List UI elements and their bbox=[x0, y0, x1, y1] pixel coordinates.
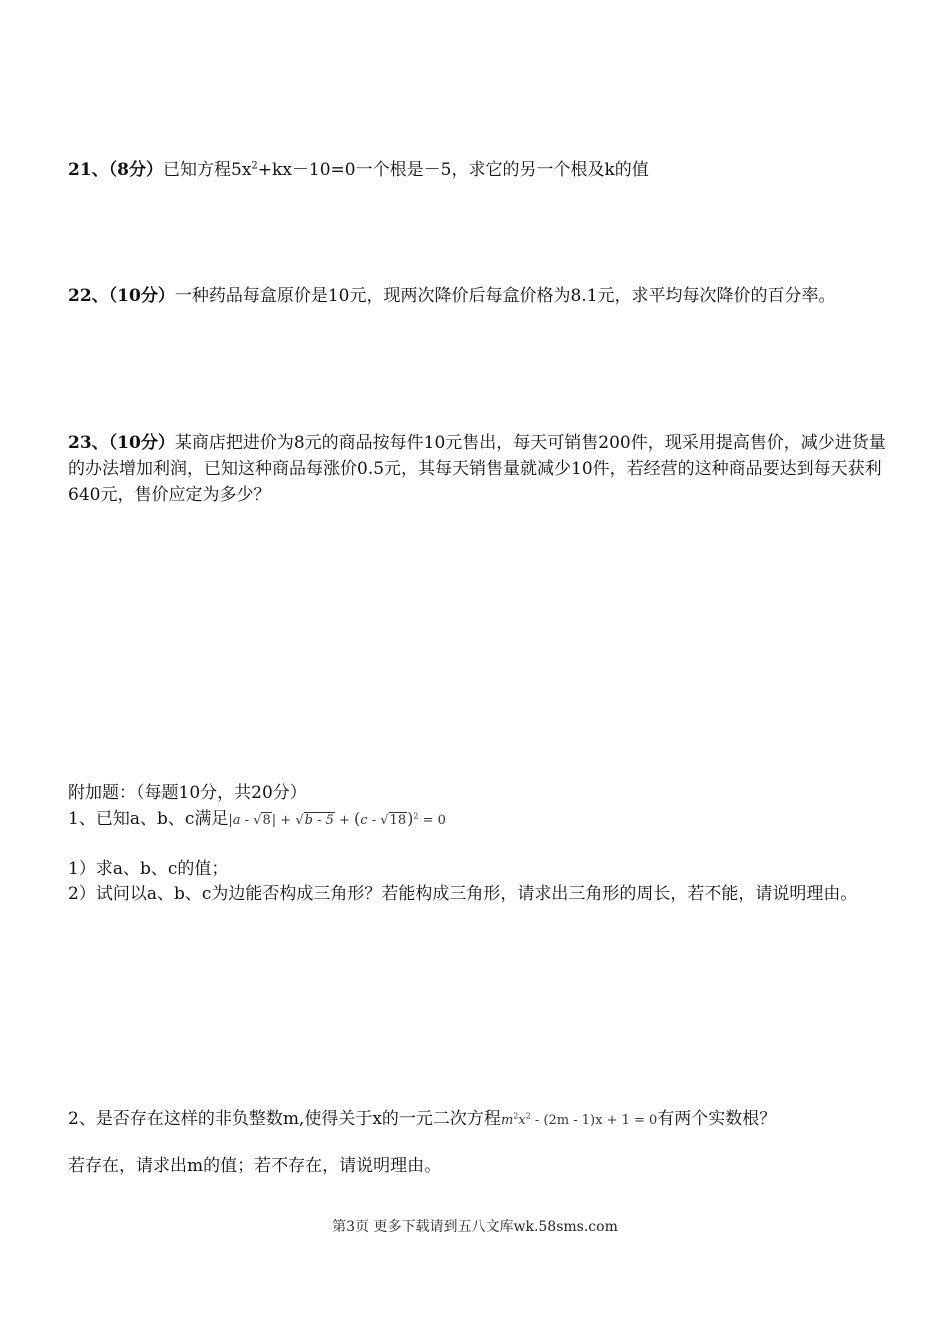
math-symbol: | bbox=[271, 813, 277, 828]
quadratic-equation bbox=[501, 1113, 657, 1128]
equation-part: +kx－10=0 bbox=[257, 160, 356, 180]
math-symbol: a bbox=[232, 813, 241, 828]
math-symbol: b - 5 bbox=[304, 813, 334, 828]
page-footer: 第3页 更多下载请到五八文库wk.58sms.com bbox=[332, 1219, 618, 1235]
math-symbol: - (2m - 1)x + 1 = 0 bbox=[530, 1113, 658, 1128]
equation-exponent: 2 bbox=[251, 160, 258, 172]
math-symbol: c bbox=[360, 813, 368, 828]
math-symbol: 2 bbox=[525, 1111, 531, 1121]
math-symbol: - bbox=[367, 813, 381, 828]
math-symbol: + bbox=[276, 813, 296, 828]
abs-sqrt-equation: |a - √8| + √b - 5 + (c - √18)$^2$ = 0 bbox=[228, 809, 446, 828]
bonus-problem-1 bbox=[68, 806, 446, 834]
bonus-problem-2 bbox=[68, 1106, 776, 1134]
question-text: 一个根是－5，求它的另一个根及k的值 bbox=[355, 160, 649, 180]
question-text: 一种药品每盒原价是10元，现两次降价后每盒价格为8.1元，求平均每次降价的百分率。 bbox=[174, 286, 836, 306]
math-symbol: 2 bbox=[413, 811, 419, 821]
math-symbol: + bbox=[334, 813, 355, 828]
math-symbol: m bbox=[500, 1113, 514, 1128]
math-symbol: = 0 bbox=[418, 813, 446, 828]
math-symbol: 18 bbox=[389, 813, 407, 828]
question-number: 23、 bbox=[68, 433, 109, 453]
question-text: 已知方程 bbox=[163, 160, 232, 180]
math-symbol: 8 bbox=[262, 813, 271, 828]
question-21 bbox=[68, 157, 649, 183]
math-symbol: ( bbox=[354, 809, 361, 828]
question-score: （8分） bbox=[108, 160, 164, 180]
math-symbol: - bbox=[240, 813, 254, 828]
equation-part: 5x bbox=[231, 160, 252, 180]
math-symbol: ) bbox=[407, 809, 414, 828]
bonus-problem-2-line2: 若存在，请求出m的值；若不存在，请说明理由。 bbox=[68, 1156, 442, 1176]
problem-tail: 有两个实数根？ bbox=[657, 1109, 777, 1129]
question-23 bbox=[68, 430, 888, 508]
question-number: 22、 bbox=[68, 286, 109, 306]
problem-lead: 1、已知a、b、c满足 bbox=[68, 809, 229, 829]
bonus-title: 附加题：（每题10分，共20分） bbox=[68, 783, 307, 803]
question-score: （10分） bbox=[108, 286, 175, 306]
bonus-subquestion-1: 1）求a、b、c的值； bbox=[68, 859, 229, 879]
bonus-subquestion-2: 2）试问以a、b、c为边能否构成三角形？若能构成三角形，请求出三角形的周长，若不能，请说明理由。 bbox=[68, 884, 858, 904]
problem-lead: 2、是否存在这样的非负整数m,使得关于x的一元二次方程 bbox=[68, 1109, 501, 1129]
math-symbol: x bbox=[518, 1113, 526, 1128]
question-text: 某商店把进价为8元的商品按每件10元售出，每天可销售200件，现采用提高售价，减少进货量的办法增加利润，已知这种商品每涨价0.5元，其每天销售量就减少10件，若经营的这种商品要达到每天获利640元，售价应定为多少？ bbox=[68, 433, 886, 505]
question-score: （10分） bbox=[108, 433, 175, 453]
math-symbol: 2 bbox=[513, 1111, 519, 1121]
question-number: 21、 bbox=[68, 160, 109, 180]
math-symbol: | bbox=[228, 813, 233, 828]
question-22 bbox=[68, 283, 888, 309]
